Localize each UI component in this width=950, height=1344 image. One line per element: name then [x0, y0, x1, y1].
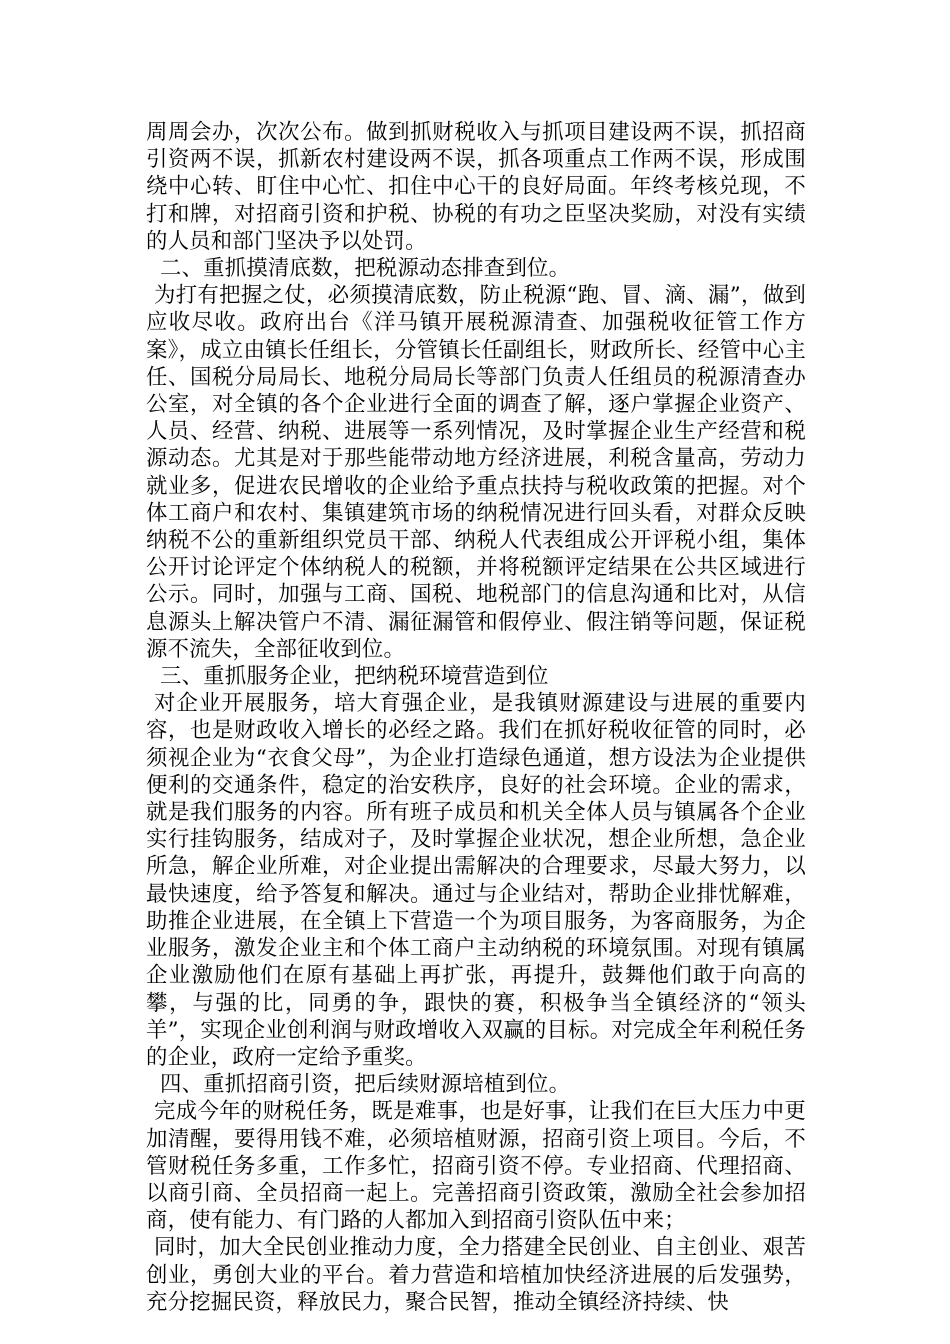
- heading-section-2: 二、重抓摸清底数，把税源动态排查到位。: [160, 256, 571, 282]
- heading-section-3: 三、重抓服务企业，把纳税环境营造到位: [160, 664, 549, 690]
- heading-section-4: 四、重抓招商引资，把后续财源培植到位。: [160, 1072, 571, 1098]
- paragraph-investment-attraction: 完成今年的财税任务，既是难事，也是好事，让我们在巨大压力中更加清醒，要得用钱不难，必须培植财源，招商引资上项目。今后，不管财税任务多重，工作多忙，招商引资不停。专业招商、代理招商、以商引商、全员招商一起上。完善招商引资政策，激励全社会参加招商，使有能力、有门路的人都加入到招商引资队伍中来；: [146, 1099, 806, 1234]
- document-body: [146, 119, 806, 1316]
- paragraph-entrepreneurship: 同时，加大全民创业推动力度，全力搭建全民创业、自主创业、艰苦创业，勇创大业的平台。着力营造和培植加快经济进展的后发强势，充分挖掘民资，释放民力，聚合民智，推动全镇经济持续、快: [146, 1235, 806, 1315]
- paragraph-enterprise-service: 对企业开展服务，培大育强企业，是我镇财源建设与进展的重要内容，也是财政收入增长的必经之路。我们在抓好税收征管的同时，必须视企业为“衣食父母”，为企业打造绿色通道，想方设法为企业提供便利的交通条件，稳定的治安秩序，良好的社会环境。企业的需求，就是我们服务的内容。所有班子成员和机关全体人员与镇属各个企业实行挂钩服务，结成对子，及时掌握企业状况，想企业所想，急企业所急，解企业所难，对企业提出需解决的合理要求，尽最大努力，以最快速度，给予答复和解决。通过与企业结对，帮助企业排忧解难，助推企业进展，在全镇上下营造一个为项目服务，为客商服务，为企业服务，激发企业主和个体工商户主动纳税的环境氛围。对现有镇属企业激励他们在原有基础上再扩张，再提升，鼓舞他们敢于向高的攀，与强的比，同勇的争，跟快的赛，积极争当全镇经济的“领头羊”，实现企业创利润与财政增收入双赢的目标。对完成全年利税任务的企业，政府一定给予重奖。: [146, 691, 806, 1070]
- paragraph-tax-source-survey: 为打有把握之仗，必须摸清底数，防止税源“跑、冒、滴、漏”，做到应收尽收。政府出台《洋马镇开展税源清查、加强税收征管工作方案》，成立由镇长任组长，分管镇长任副组长，财政所长、经管中心主任、国税分局局长、地税分局局长等部门负责人任组员的税源清查办公室，对全镇的各个企业进行全面的调查了解，逐户掌握企业资产、人员、经营、纳税、进展等一系列情况，及时掌握企业生产经营和税源动态。尤其是对于那些能带动地方经济进展，利税含量高，劳动力就业多，促进农民增收的企业给予重点扶持与税收政策的把握。对个体工商户和农村、集镇建筑市场的纳税情况进行回头看，对群众反映纳税不公的重新组织党员干部、纳税人代表组成公开评税小组，集体公开讨论评定个体纳税人的税额，并将税额评定结果在公共区域进行公示。同时，加强与工商、国税、地税部门的信息沟通和比对，从信息源头上解决管户不清、漏征漏管和假停业、假注销等问题，保证税源不流失，全部征收到位。: [146, 283, 806, 662]
- paragraph-performance-review: 周周会办，次次公布。做到抓财税收入与抓项目建设两不误，抓招商引资两不误，抓新农村建设两不误，抓各项重点工作两不误，形成围绕中心转、盯住中心忙、扣住中心干的良好局面。年终考核兑现，不打和牌，对招商引资和护税、协税的有功之臣坚决奖励，对没有实绩的人员和部门坚决予以处罚。: [146, 120, 806, 254]
